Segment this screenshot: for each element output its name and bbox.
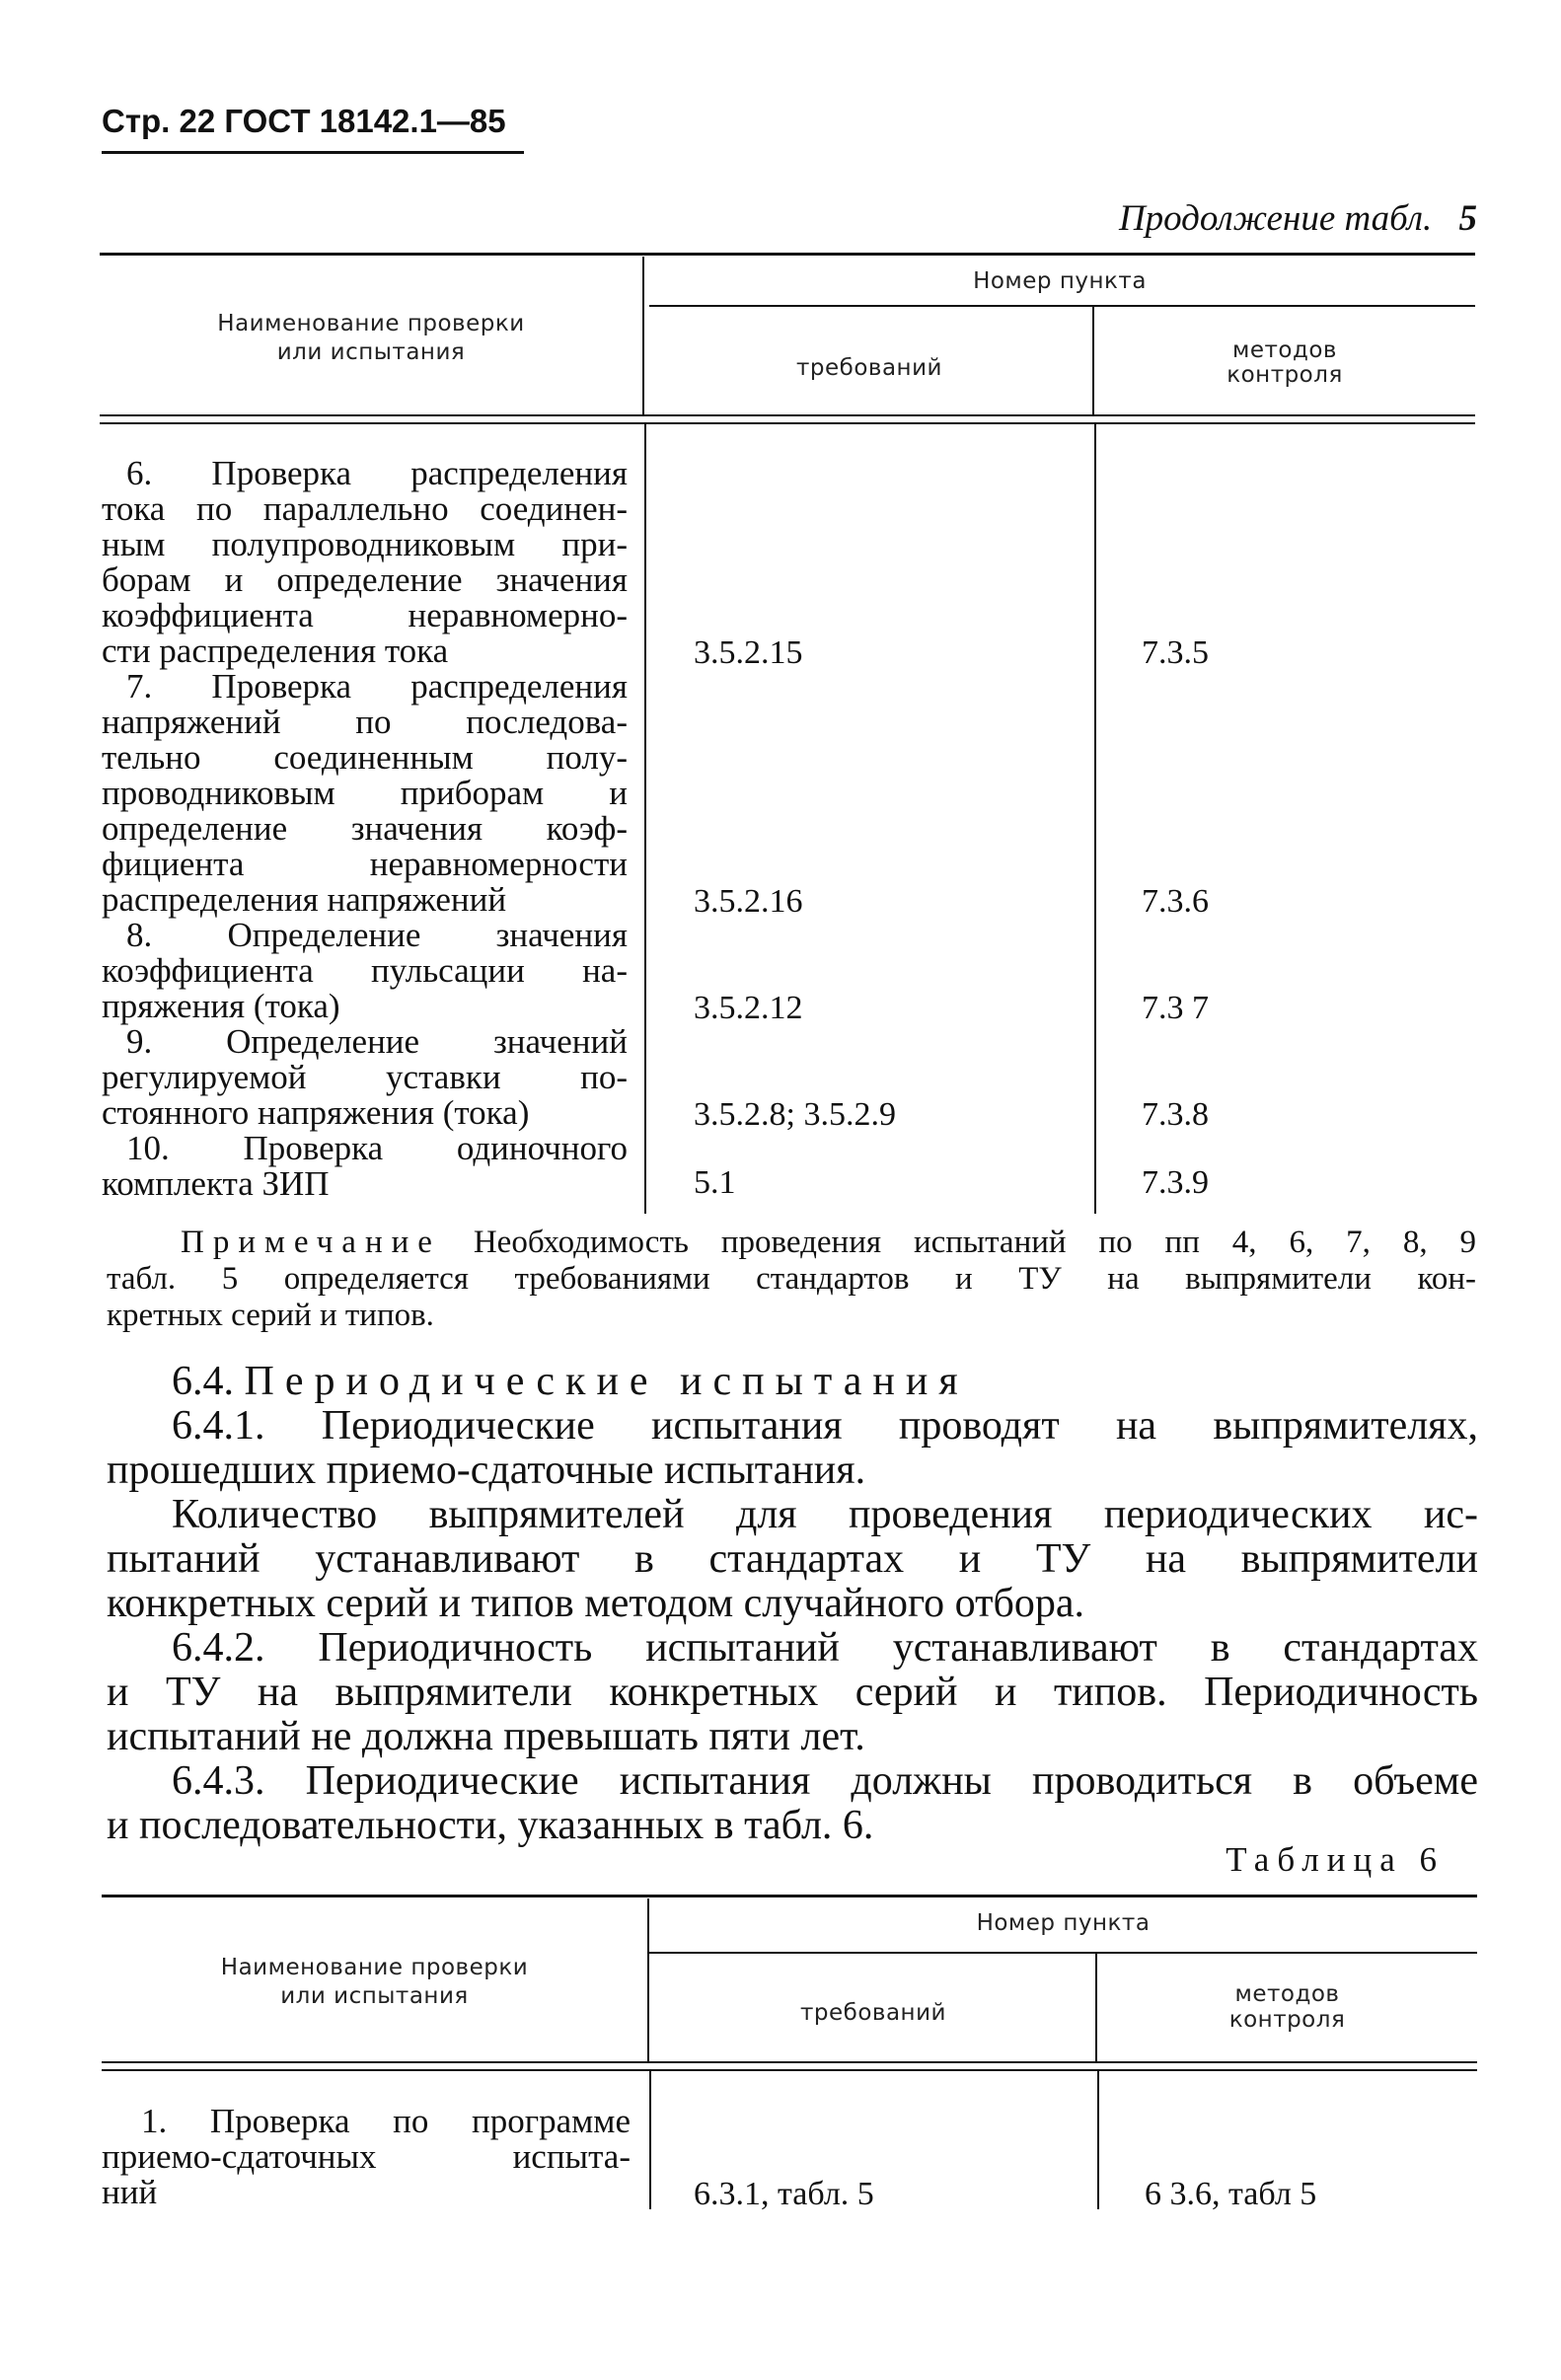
row-line: ным полупроводниковым при- <box>102 525 628 563</box>
paragraph-line: 6.4.2. Периодичность испытаний устанавливают в стандартах <box>172 1625 1478 1671</box>
continuation-label <box>1119 197 1477 240</box>
table-row <box>102 669 628 918</box>
table-row <box>102 2104 631 2210</box>
table6-caption: Таблица 6 <box>1226 1840 1445 1879</box>
row-line: 10. Проверка одиночного <box>126 1129 628 1167</box>
table5-col-meth-header <box>1094 338 1475 388</box>
row-req-ref: 3.5.2.15 <box>694 634 803 671</box>
row-meth-ref: 7.3.8 <box>1142 1096 1209 1133</box>
row-line: борам и определение значения <box>102 560 628 599</box>
table5-vline-1b <box>644 424 646 1214</box>
table-row <box>102 1024 628 1131</box>
header-line: методов <box>1231 337 1337 363</box>
note-line: табл. 5 определяется требованиями стандартов и ТУ на выпрямители кон- <box>107 1261 1476 1297</box>
section-body <box>107 1404 1478 1848</box>
row-line: коэффициента пульсации на- <box>102 951 628 990</box>
note-line: кретных серий и типов. <box>107 1298 434 1333</box>
table6-top-border <box>102 1895 1477 1897</box>
table6-col-group-header: Номер пункта <box>976 1910 1151 1936</box>
table5-group-rule <box>649 305 1475 307</box>
header-line: или испытания <box>280 1983 469 2009</box>
row-line: напряжений по последова- <box>102 703 628 741</box>
table-row <box>102 1131 628 1202</box>
section-number: 6.4. <box>172 1359 234 1404</box>
row-line: фициента неравномерности <box>102 845 628 883</box>
table5-vline-2b <box>1094 424 1096 1214</box>
continuation-number: 5 <box>1458 198 1477 239</box>
table-row <box>102 456 628 669</box>
row-line: определение значения коэф- <box>102 809 628 848</box>
row-line: 7. Проверка распределения <box>126 667 628 706</box>
paragraph-line: Количество выпрямителей для проведения периодических ис- <box>172 1492 1478 1537</box>
table5-col-name-header <box>100 310 642 367</box>
row-line: сти распределения тока <box>102 632 449 670</box>
table6-vline-2b <box>1097 2071 1099 2209</box>
row-line: пряжения (тока) <box>102 987 340 1025</box>
section-title: Периодические испытания <box>244 1359 969 1404</box>
row-line: 9. Определение значений <box>126 1022 628 1061</box>
row-req-ref: 5.1 <box>694 1164 736 1201</box>
continuation-text: Продолжение табл. <box>1118 198 1433 239</box>
row-meth-ref: 7.3.5 <box>1142 634 1209 671</box>
table6-group-rule <box>649 1952 1477 1954</box>
page-label: Стр. 22 ГОСТ 18142.1—85 <box>102 103 506 139</box>
table5-col-group-header: Номер пункта <box>973 268 1147 294</box>
row-req-ref: 3.5.2.12 <box>694 990 803 1026</box>
paragraph-line: и ТУ на выпрямители конкретных серий и типов. Периодичность <box>107 1670 1478 1715</box>
note-line <box>107 1225 1476 1261</box>
table5-header-rule <box>100 414 1475 416</box>
header-line: Наименование проверки <box>217 311 525 336</box>
row-line: регулируемой уставки по- <box>102 1058 628 1096</box>
row-meth-ref: 6 3.6, табл 5 <box>1145 2176 1317 2212</box>
note-label: Примечание <box>181 1225 441 1260</box>
note-text: Необходимость проведения испытаний по пп 4, 6, 7, 8, 9 <box>473 1225 1476 1260</box>
header-line: методов <box>1234 1981 1340 2007</box>
table5-header-rule-2 <box>100 422 1475 424</box>
table6-header-rule-2 <box>102 2069 1477 2071</box>
row-line: коэффициента неравномерно- <box>102 596 628 634</box>
paragraph-line: пытаний устанавливают в стандартах и ТУ на выпрямители <box>107 1536 1478 1582</box>
row-line: ний <box>102 2173 158 2211</box>
table6-col-meth-header <box>1097 1981 1477 2033</box>
row-req-ref: 6.3.1, табл. 5 <box>694 2176 874 2212</box>
table5-top-border <box>100 253 1475 256</box>
paragraph-line: испытаний не должна превышать пяти лет. <box>107 1714 865 1759</box>
row-line: распределения напряжений <box>102 880 507 919</box>
row-line: 1. Проверка по программе <box>141 2102 631 2140</box>
row-meth-ref: 7.3 7 <box>1142 990 1209 1026</box>
section-heading <box>107 1360 1478 1404</box>
row-line: 6. Проверка распределения <box>126 454 628 492</box>
row-line: тельно соединенным полу- <box>102 738 628 777</box>
table-note <box>107 1225 1476 1334</box>
header-underline <box>102 151 524 154</box>
table-row <box>102 918 628 1024</box>
table6-header-rule <box>102 2061 1477 2063</box>
row-line: проводниковым приборам и <box>102 774 628 812</box>
row-req-ref: 3.5.2.16 <box>694 883 803 920</box>
row-line: стоянного напряжения (тока) <box>102 1093 530 1132</box>
row-line: приемо-сдаточных испыта- <box>102 2137 631 2176</box>
paragraph-line: 6.4.1. Периодические испытания проводят на выпрямителях, <box>172 1403 1478 1449</box>
paragraph-line: конкретных серий и типов методом случайного отбора. <box>107 1581 1084 1626</box>
table6-vline-1b <box>649 2071 651 2209</box>
header-line: контроля <box>1228 2007 1346 2033</box>
row-line: комплекта ЗИП <box>102 1164 330 1203</box>
header-line: Наименование проверки <box>220 1955 529 1980</box>
row-line: тока по параллельно соединен- <box>102 489 628 528</box>
row-meth-ref: 7.3.6 <box>1142 883 1209 920</box>
table5-col-req-header: требований <box>796 355 942 381</box>
row-line: 8. Определение значения <box>126 916 628 954</box>
table6-col-name-header <box>102 1954 647 2011</box>
paragraph-line: и последовательности, указанных в табл. 6. <box>107 1803 874 1848</box>
header-line: контроля <box>1226 362 1343 388</box>
table6-col-req-header: требований <box>800 2000 946 2026</box>
row-meth-ref: 7.3.9 <box>1142 1164 1209 1201</box>
header-line: или испытания <box>276 339 466 365</box>
paragraph-line: 6.4.3. Периодические испытания должны проводиться в объеме <box>172 1758 1478 1804</box>
row-req-ref: 3.5.2.8; 3.5.2.9 <box>694 1096 896 1133</box>
paragraph-line: прошедших приемо-сдаточные испытания. <box>107 1448 866 1493</box>
